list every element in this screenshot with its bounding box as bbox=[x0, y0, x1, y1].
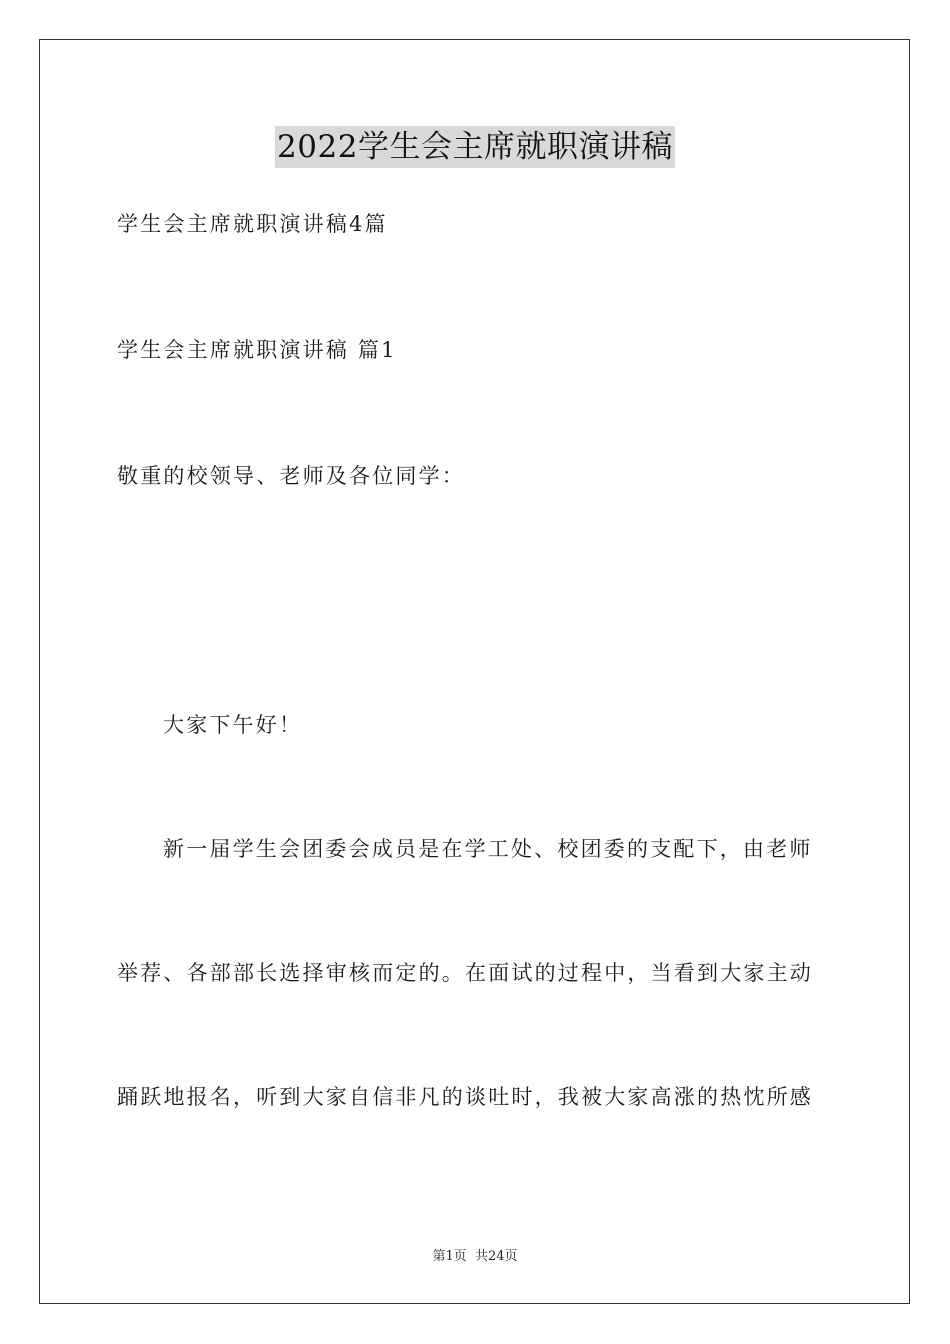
body-line: 踊跃地报名，听到大家自信非凡的谈吐时，我被大家高涨的热忱所感 bbox=[117, 1085, 813, 1109]
page-footer bbox=[0, 1248, 950, 1266]
document-title: 2022学生会主席就职演讲稿 bbox=[275, 126, 675, 168]
body-line: 新一届学生会团委会成员是在学工处、校团委的支配下，由老师 bbox=[163, 837, 813, 861]
greeting-paragraph: 大家下午好！ bbox=[163, 713, 303, 737]
page-number: 第1页 bbox=[432, 1249, 467, 1264]
total-pages: 共24页 bbox=[474, 1249, 518, 1264]
section-heading: 学生会主席就职演讲稿 篇1 bbox=[117, 338, 397, 362]
body-line: 举荐、各部部长选择审核而定的。在面试的过程中，当看到大家主动 bbox=[117, 961, 813, 985]
title-container bbox=[0, 126, 950, 168]
salutation: 敬重的校领导、老师及各位同学： bbox=[117, 464, 465, 488]
subtitle: 学生会主席就职演讲稿4篇 bbox=[117, 212, 388, 236]
